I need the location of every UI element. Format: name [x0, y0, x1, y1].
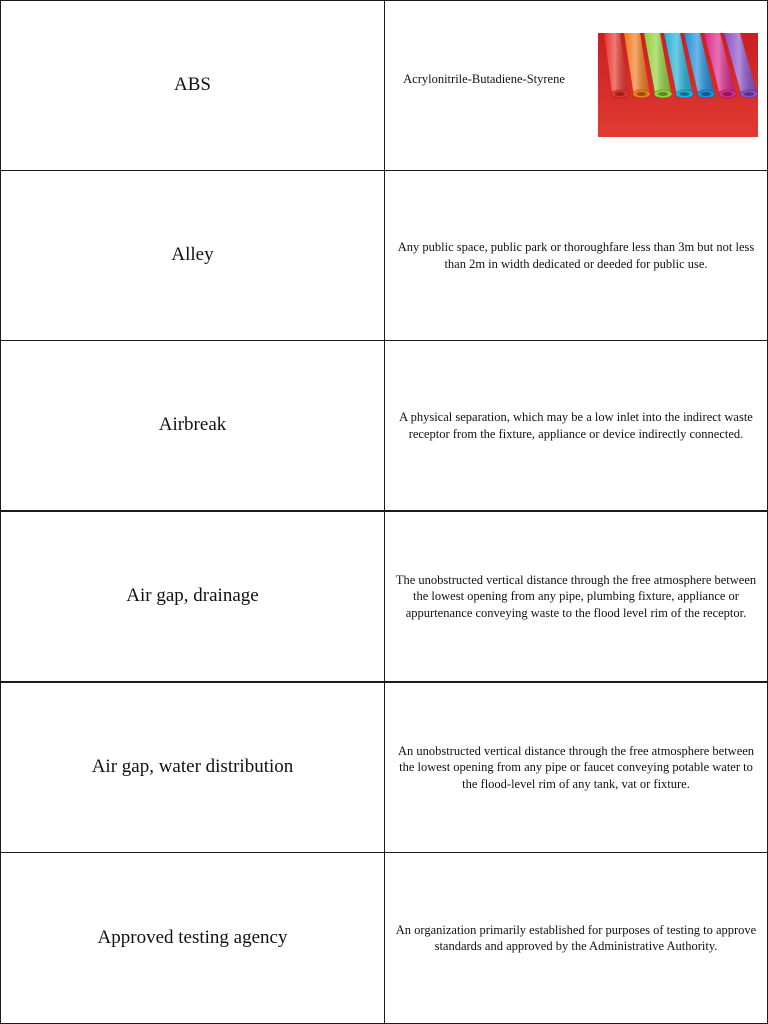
term-label: Airbreak: [158, 414, 227, 436]
definition-text: An unobstructed vertical distance through the free atmosphere between the lowest opening from any pipe or faucet conveying potable water to the flood-level rim of any tank, vat or fixture.: [397, 744, 755, 791]
definition-text: The unobstructed vertical distance through the free atmosphere between the lowest opening from any pipe, plumbing fixture, appliance or appurtenance conveying waste to the flood level rim of the receptor.: [395, 573, 757, 620]
definition-text: Acrylonitrile-Butadiene-Styrene: [403, 72, 565, 86]
term-label: Approved testing agency: [97, 926, 288, 948]
definition-cell: [384, 170, 768, 341]
pipe-opening: [701, 92, 711, 96]
card-row-alley: [0, 170, 768, 341]
abs-pipes-image: [598, 33, 758, 137]
card-row-air-gap-drainage: [0, 511, 768, 682]
definition-cell: [384, 340, 768, 511]
definition-text: An organization primarily established for purposes of testing to approve standards and approved by the Administrative Authority.: [395, 922, 757, 953]
term-cell: [0, 170, 385, 341]
definition-cell: [384, 682, 768, 853]
pipe-opening: [680, 92, 690, 96]
definition-text: A physical separation, which may be a low inlet into the indirect waste receptor from the fixture, appliance or device indirectly connected.: [399, 410, 753, 441]
term-cell: [0, 340, 385, 511]
card-row-airbreak: [0, 340, 768, 511]
term-label: ABS: [174, 74, 211, 96]
term-cell: [0, 852, 385, 1024]
term-label: Air gap, drainage: [126, 585, 259, 607]
pipe-opening: [615, 92, 625, 96]
pipe-opening: [744, 92, 754, 96]
pipe-opening: [658, 92, 668, 96]
term-cell: [0, 511, 385, 682]
pipe-opening: [723, 92, 733, 96]
term-label: Air gap, water distribution: [91, 756, 294, 778]
term-label: Alley: [171, 244, 214, 266]
definition-text: Any public space, public park or thoroughfare less than 3m but not less than 2m in width dedicated or deeded for public use.: [397, 240, 755, 271]
pipe-opening: [637, 92, 647, 96]
term-cell: [0, 682, 385, 853]
definition-cell: [384, 852, 768, 1024]
card-row-air-gap-water-distribution: [0, 682, 768, 853]
definition-cell: [384, 511, 768, 682]
term-cell: [0, 0, 385, 171]
card-row-approved-testing-agency: [0, 852, 768, 1024]
